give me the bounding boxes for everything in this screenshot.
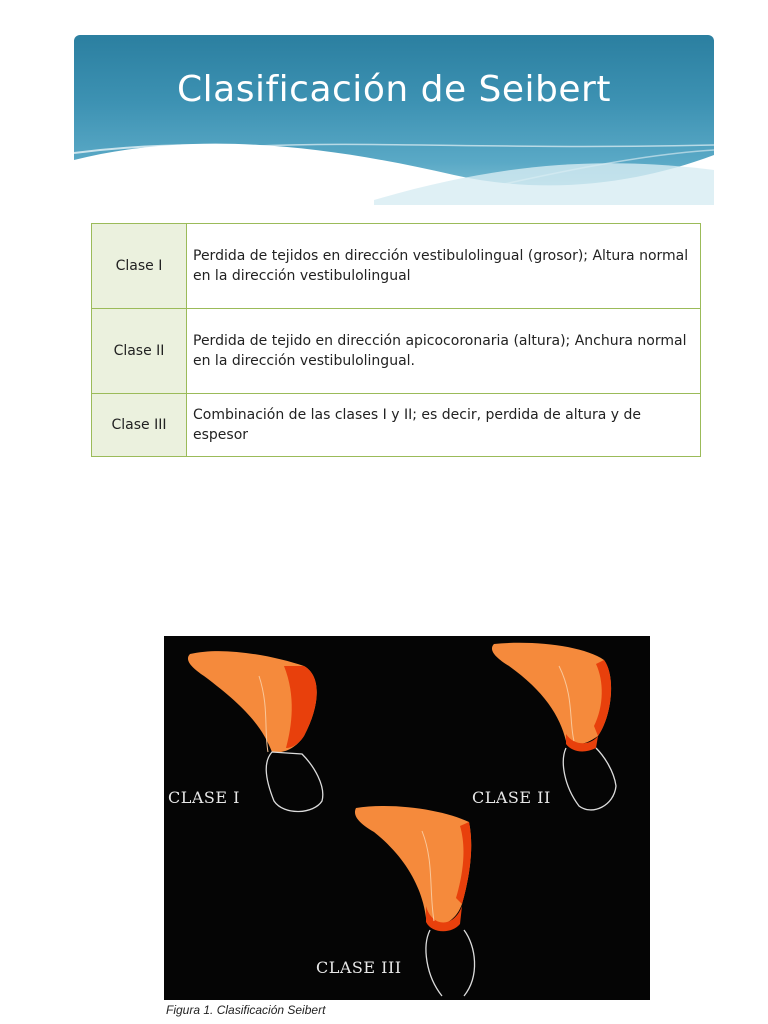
class-label: Clase III	[92, 394, 187, 457]
title-banner	[74, 35, 714, 205]
class-description: Perdida de tejidos en dirección vestibulolingual (grosor); Altura normal en la dirección vestibulolingual	[187, 224, 701, 309]
classification-table	[91, 223, 701, 457]
table-row	[92, 309, 701, 394]
ridge-illustration	[164, 636, 650, 1000]
table-row	[92, 394, 701, 457]
class-label: Clase I	[92, 224, 187, 309]
class-description: Perdida de tejido en dirección apicocoronaria (altura); Anchura normal en la dirección vestibulolingual.	[187, 309, 701, 394]
page-title: Clasificación de Seibert	[177, 69, 611, 110]
class-label: Clase II	[92, 309, 187, 394]
figure-label-clase-i: CLASE I	[168, 788, 240, 807]
table-row	[92, 224, 701, 309]
figure-label-clase-iii: CLASE III	[316, 958, 402, 977]
figure-caption: Figura 1. Clasificación Seibert	[166, 1003, 326, 1017]
wave-decoration	[74, 35, 714, 205]
figure-label-clase-ii: CLASE II	[472, 788, 551, 807]
class-description: Combinación de las clases I y II; es decir, perdida de altura y de espesor	[187, 394, 701, 457]
seibert-figure	[164, 636, 650, 1000]
class-ii-ridge	[492, 643, 616, 810]
